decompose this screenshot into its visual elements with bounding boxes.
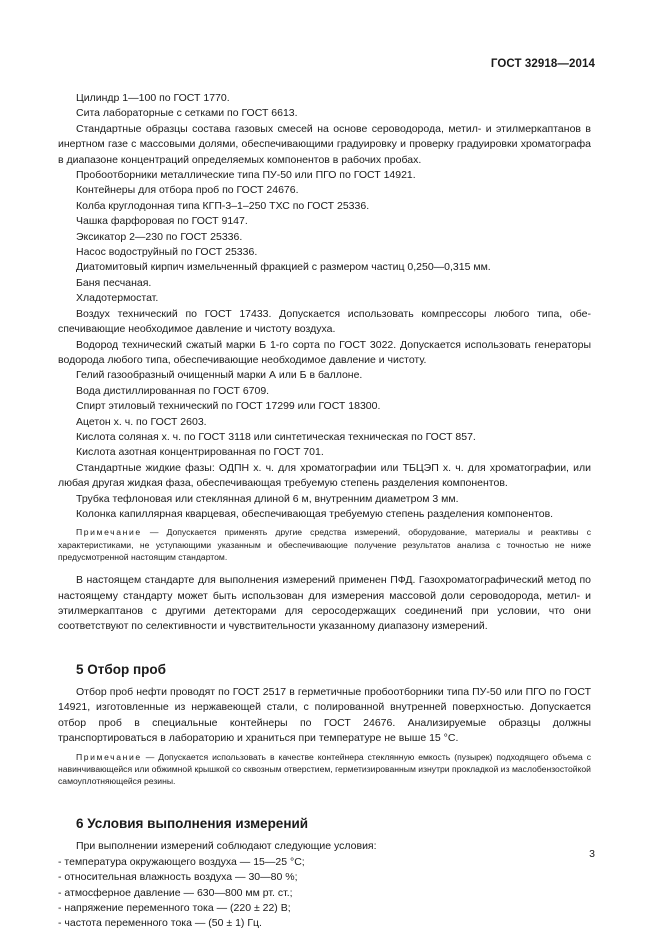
condition-item: - атмосферное давление — 630—800 мм рт. ст.; — [58, 886, 293, 899]
equipment-item: Ацетон х. ч. по ГОСТ 2603. — [76, 415, 207, 428]
equipment-item: Колонка капиллярная кварцевая, обеспечивающая требуемую степень разделения компонентов. — [76, 507, 554, 520]
condition-item: - температура окружающего воздуха — 15—25 °С; — [58, 855, 305, 868]
section-5-paragraph: Отбор проб нефти проводят по ГОСТ 2517 в герметичные пробоотборники типа ПУ-50 или ПГО по ГОСТ 14921, изготовленные из нержавеющей стали, с полированной внутренней поверхностью. Допускается отбор проб в специальные контейнеры по ГОСТ 24676. Анализируемые образцы должны транспортироваться в лабораторию и храниться при температуре не выше 15 °С. — [58, 685, 591, 745]
equipment-item: Насос водоструйный по ГОСТ 25336. — [76, 246, 258, 259]
equipment-item: Стандартные образцы состава газовых смесей на основе сероводорода, метил- и этилмеркаптанов в инертном газе с массовыми долями, обеспечивающими градуировку и проверку градуировки хроматографа в диапазоне концентраций определяемых компонентов в рабочих пробах. — [58, 122, 591, 166]
note-label: Примечание — [76, 527, 142, 538]
equipment-item: Диатомитовый кирпич измельченный фракцией с размером частиц 0,250—0,315 мм. — [76, 261, 491, 274]
conditions-list — [58, 855, 591, 932]
condition-item: - напряжение переменного тока — (220 ± 22) В; — [58, 902, 291, 915]
equipment-item: Баня песчаная. — [76, 276, 152, 289]
page-content — [58, 91, 591, 932]
equipment-item: Цилиндр 1—100 по ГОСТ 1770. — [76, 92, 230, 104]
document-code: ГОСТ 32918—2014 — [490, 58, 595, 70]
section-6-intro: При выполнении измерений соблюдают следующие условия: — [76, 840, 377, 853]
equipment-item: Кислота азотная концентрированная по ГОСТ 701. — [76, 446, 324, 459]
equipment-item: Стандартные жидкие фазы: ОДПН х. ч. для хроматографии или ТБЦЭП х. ч. для хроматографии, или любая другая жидкая фаза, обеспечивающая требуемую степень разделения компонентов. — [58, 461, 591, 490]
equipment-item: Эксикатор 2—230 по ГОСТ 25336. — [76, 230, 243, 243]
note-text: — Допускается применять другие средства измерений, оборудование, материалы и реактивы с характеристиками, не уступающими указанным и обеспечивающие получение результатов анализа с точностью не ниже предусмотренной настоящим стандартом. — [58, 527, 591, 562]
condition-item: - частота переменного тока — (50 ± 1) Гц. — [58, 917, 262, 930]
equipment-item: Контейнеры для отбора проб по ГОСТ 24676. — [76, 184, 299, 197]
equipment-item: Воздух технический по ГОСТ 17433. Допускается использовать компрессоры любого типа, обеспечивающие необходимое давление и чистоту воздуха. — [58, 307, 591, 336]
equipment-item: Чашка фарфоровая по ГОСТ 9147. — [76, 215, 248, 228]
section-6-heading: 6 Условия выполнения измерений — [76, 816, 309, 832]
paragraph-pfd: В настоящем стандарте для выполнения измерений применен ПФД. Газохроматографический метод по настоящему стандарту может быть использован для измерения массовой доли сероводорода, метил- и этилмеркаптанов с другими детекторами для серосодержащих соединений при условии, что они соответствуют по селективности и чувствительности указанному диапазону измерений. — [58, 574, 591, 633]
note-label: Примечание — [76, 751, 142, 762]
note-text: — Допускается использовать в качестве контейнера стеклянную емкость (пузырек) подходящего объема с навинчивающейся или обжимной крышкой со сквозным отверстием, герметизированным изнутри прокладкой из маслобензостойкой самоуплотняющейся резины. — [58, 751, 591, 787]
equipment-item: Вода дистиллированная по ГОСТ 6709. — [76, 384, 270, 397]
section-5-heading: 5 Отбор проб — [76, 661, 166, 677]
equipment-item: Трубка тефлоновая или стеклянная длиной 6 м, внутренним диаметром 3 мм. — [76, 492, 459, 505]
note-sampling — [58, 751, 591, 788]
condition-item: - относительная влажность воздуха — 30—80 %; — [58, 871, 298, 884]
equipment-item: Гелий газообразный очищенный марки А или Б в баллоне. — [76, 369, 363, 382]
equipment-item: Спирт этиловый технический по ГОСТ 17299 или ГОСТ 18300. — [76, 400, 381, 413]
page-number: 3 — [589, 848, 595, 860]
equipment-item: Пробоотборники металлические типа ПУ-50 или ПГО по ГОСТ 14921. — [76, 169, 416, 182]
equipment-item: Водород технический сжатый марки Б 1-го сорта по ГОСТ 3022. Допускается использовать генераторы водорода любого типа, обеспечивающие необходимое давление и чистоту. — [58, 338, 591, 366]
note-equipment — [58, 526, 591, 563]
equipment-item: Сита лабораторные с сетками по ГОСТ 6613. — [76, 107, 298, 120]
equipment-list — [58, 91, 591, 522]
equipment-item: Колба круглодонная типа КГП-3–1–250 ТХС по ГОСТ 25336. — [76, 199, 370, 212]
equipment-item: Хладотермостат. — [76, 292, 159, 305]
equipment-item: Кислота соляная х. ч. по ГОСТ 3118 или синтетическая техническая по ГОСТ 857. — [76, 430, 476, 443]
